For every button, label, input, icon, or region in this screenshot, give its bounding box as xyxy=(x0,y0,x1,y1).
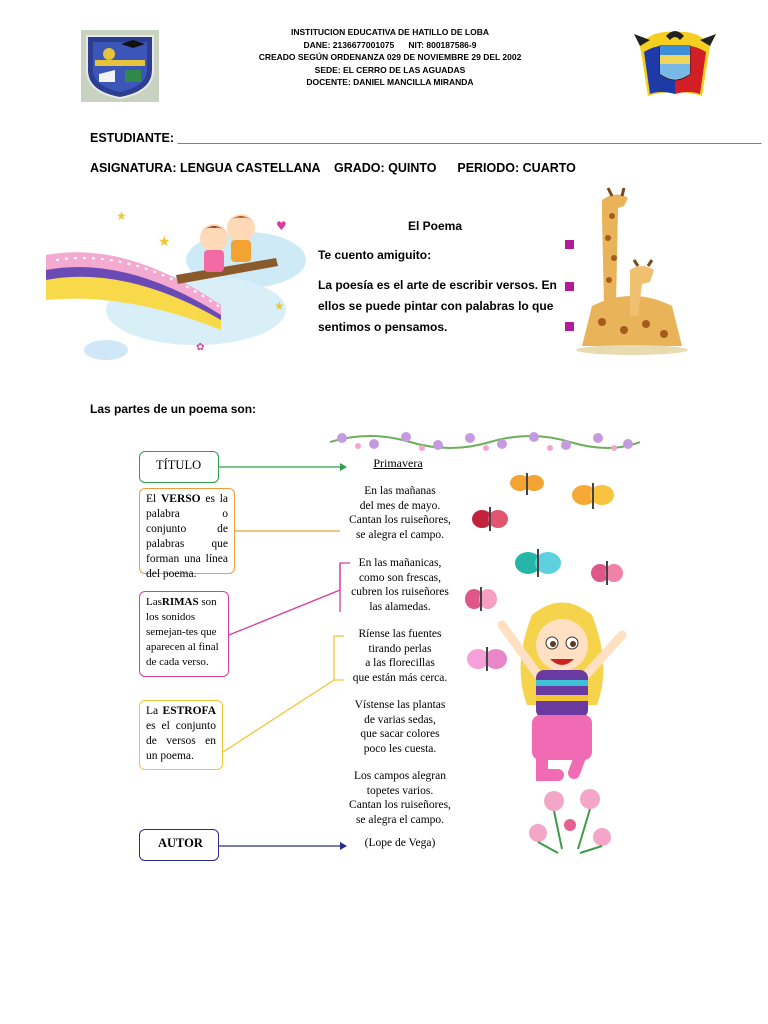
svg-text:✿: ✿ xyxy=(196,342,205,353)
poem-line: se alegra el campo. xyxy=(355,528,445,541)
butterflies-girl-illustration xyxy=(462,465,652,875)
stanza-3 xyxy=(330,627,470,685)
poem-line: a las florecillas xyxy=(365,657,435,669)
giraffes-illustration xyxy=(572,186,692,356)
intro-title: El Poema xyxy=(408,219,463,233)
intro-definition: La poesía es el arte de escribir versos. En ellos se puede pintar con palabras lo que sentimos o pensamos. xyxy=(318,278,557,334)
poem-line: Vístense las plantas xyxy=(354,699,446,711)
rimas-pre: Las xyxy=(146,596,162,608)
header-line: SEDE: EL CERRO DE LAS AGUADAS xyxy=(314,64,466,75)
header-line: DOCENTE: DANIEL MANCILLA MIRANDA xyxy=(306,77,474,87)
poem-line: como son frescas, xyxy=(358,571,442,584)
student-name-line: ESTUDIANTE: ____________________________________________________________________________________ xyxy=(90,131,762,145)
butterfly-icon xyxy=(510,473,544,495)
poem-line: que sacar colores xyxy=(360,728,440,740)
poem-line: que están más cerca. xyxy=(352,671,448,684)
parts-heading: Las partes de un poema son: xyxy=(90,402,257,416)
titulo-box: TÍTULO xyxy=(139,451,219,483)
poem-author-line: (Lope de Vega) xyxy=(364,837,436,849)
poem-author xyxy=(330,836,470,851)
estrofa-term: ESTROFA xyxy=(162,705,216,717)
estrofa-post: es el conjunto de versos en un poema. xyxy=(146,720,216,762)
estrofa-pre: La xyxy=(146,705,163,717)
rimas-post: son los sonidos semejan-tes que aparecen al final de cada verso. xyxy=(146,596,219,668)
poem-line: Los campos alegran xyxy=(354,770,446,782)
svg-text:★: ★ xyxy=(158,234,171,250)
stanza-2 xyxy=(330,556,470,614)
header-line: CREADO SEGÚN ORDENANZA 029 DE NOVIEMBRE 29 DEL 2002 xyxy=(258,52,522,62)
subject-grade-period-line: ASIGNATURA: LENGUA CASTELLANA GRADO: QUINTO PERIODO: CUARTO xyxy=(90,161,576,175)
svg-text:♥: ♥ xyxy=(276,219,287,233)
poem-line: En las mañanas xyxy=(364,485,436,497)
svg-text:★: ★ xyxy=(274,299,285,313)
poem-line: topetes varios. xyxy=(366,784,434,797)
poem-line: se alegra el campo. xyxy=(355,813,445,826)
colombia-coat-of-arms xyxy=(630,26,720,104)
poem-line: cubren los ruiseñores xyxy=(351,586,449,598)
verso-term: VERSO xyxy=(160,493,201,505)
rimas-box xyxy=(139,591,229,677)
school-logo xyxy=(81,30,159,102)
verso-box xyxy=(139,488,235,580)
verso-pre: El xyxy=(146,493,161,505)
svg-text:★: ★ xyxy=(116,209,127,223)
intro-greeting: Te cuento amiguito: xyxy=(318,248,432,262)
poem-line: En las mañanicas, xyxy=(358,557,442,569)
estrofa-box xyxy=(139,700,223,770)
estrofa-connector xyxy=(223,680,334,752)
titulo-arrow-head xyxy=(340,463,347,471)
poem-line: tirando perlas xyxy=(368,642,432,655)
poem-line: Cantan los ruiseñores, xyxy=(349,514,451,526)
autor-box: AUTOR xyxy=(139,829,219,861)
poem-line: poco les cuesta. xyxy=(363,742,437,755)
stanza-5 xyxy=(330,769,470,827)
kids-rainbow-illustration xyxy=(46,200,311,365)
poem-line: Cantan los ruiseñores, xyxy=(349,799,451,811)
header-line: INSTITUCION EDUCATIVA DE HATILLO DE LOBA xyxy=(290,27,489,37)
poem-line: del mes de mayo. xyxy=(359,499,441,512)
poem-line: las alamedas. xyxy=(369,600,431,613)
stanza-4 xyxy=(330,698,470,756)
poem-line: Ríense las fuentes xyxy=(358,628,442,640)
rimas-term: RIMAS xyxy=(161,596,199,608)
header-institution-info xyxy=(230,26,550,89)
poem-line: de varias sedas, xyxy=(364,713,436,726)
verso-post: es la palabra o conjunto de palabras que forman una línea del poema. xyxy=(146,493,228,580)
header-line: DANE: 2136677001075 NIT: 800187586-9 xyxy=(303,39,477,50)
flower-border-decoration xyxy=(330,428,640,456)
stanza-1 xyxy=(330,484,470,542)
poem-title: Primavera xyxy=(373,456,423,470)
